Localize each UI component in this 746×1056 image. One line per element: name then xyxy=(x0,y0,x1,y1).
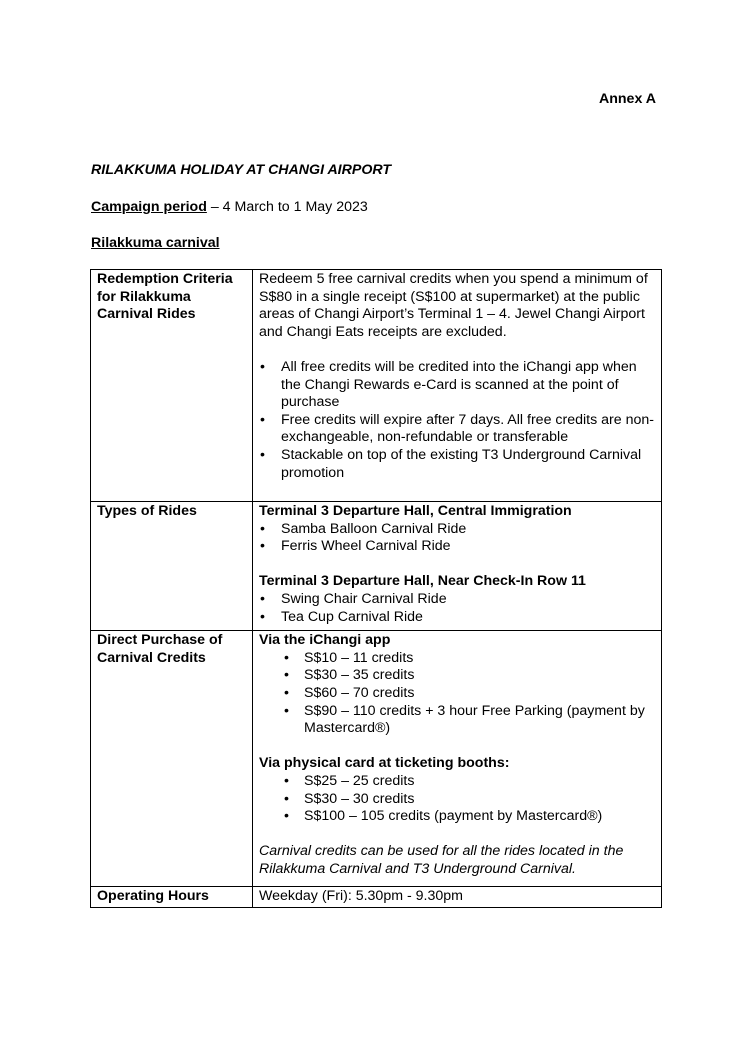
list-item: • S$30 – 35 credits xyxy=(259,667,655,685)
annex-label: Annex A xyxy=(598,91,656,107)
purchase-list xyxy=(259,773,655,826)
redemption-bullets xyxy=(259,359,655,482)
section-heading: Rilakkuma carnival xyxy=(91,235,220,251)
rides-list xyxy=(259,591,655,626)
table-row xyxy=(91,270,662,502)
rides-list xyxy=(259,521,655,556)
list-item: • S$90 – 110 credits + 3 hour Free Parking (payment by Mastercard®) xyxy=(259,703,655,738)
row-label: Types of Rides xyxy=(91,502,253,631)
redemption-intro: Redeem 5 free carnival credits when you spend a minimum of S$80 in a single receipt (S$100 at supermarket) at the public areas of Changi Airport’s Terminal 1 – 4. Jewel Changi Airport and Changi Eats receipts are excluded. xyxy=(259,271,648,340)
campaign-period-label: Campaign period xyxy=(91,199,207,215)
rides-group-heading: Terminal 3 Departure Hall, Near Check-In Row 11 xyxy=(259,573,586,590)
purchase-group-heading: Via the iChangi app xyxy=(259,632,391,649)
row-label: Operating Hours xyxy=(91,887,253,908)
carnival-table xyxy=(90,269,662,908)
list-item: • Free credits will expire after 7 days. All free credits are non-exchangeable, non-refundable or transferable xyxy=(259,412,655,447)
purchase-list xyxy=(259,650,655,738)
redemption-content xyxy=(253,270,662,502)
campaign-period xyxy=(91,199,368,217)
list-item: • Samba Balloon Carnival Ride xyxy=(259,521,655,539)
rides-group-heading: Terminal 3 Departure Hall, Central Immigration xyxy=(259,503,572,519)
campaign-period-text: – 4 March to 1 May 2023 xyxy=(206,199,368,215)
list-item: • S$25 – 25 credits xyxy=(259,773,655,791)
row-label: Redemption Criteria for Rilakkuma Carnival Rides xyxy=(91,270,253,502)
rides-content xyxy=(253,502,662,631)
table-row xyxy=(91,631,662,887)
purchase-group-heading: Via physical card at ticketing booths: xyxy=(259,755,510,772)
purchase-content xyxy=(253,631,662,887)
purchase-note: Carnival credits can be used for all the rides located in the Rilakkuma Carnival and T3 Underground Carnival. xyxy=(259,843,624,877)
list-item: • All free credits will be credited into the iChangi app when the Changi Rewards e-Card is scanned at the point of purchase xyxy=(259,359,655,412)
list-item: • Stackable on top of the existing T3 Underground Carnival promotion xyxy=(259,447,655,482)
list-item: • Swing Chair Carnival Ride xyxy=(259,591,655,609)
hours-content: Weekday (Fri): 5.30pm - 9.30pm xyxy=(253,887,662,908)
row-label: Direct Purchase of Carnival Credits xyxy=(91,631,253,887)
table-row xyxy=(91,502,662,631)
table-row xyxy=(91,887,662,908)
list-item: • S$10 – 11 credits xyxy=(259,650,655,668)
document-title: RILAKKUMA HOLIDAY AT CHANGI AIRPORT xyxy=(91,162,392,178)
list-item: • S$60 – 70 credits xyxy=(259,685,655,703)
list-item: • S$100 – 105 credits (payment by Mastercard®) xyxy=(259,808,655,826)
list-item: • Ferris Wheel Carnival Ride xyxy=(259,538,655,556)
list-item: • Tea Cup Carnival Ride xyxy=(259,609,655,627)
list-item: • S$30 – 30 credits xyxy=(259,791,655,809)
